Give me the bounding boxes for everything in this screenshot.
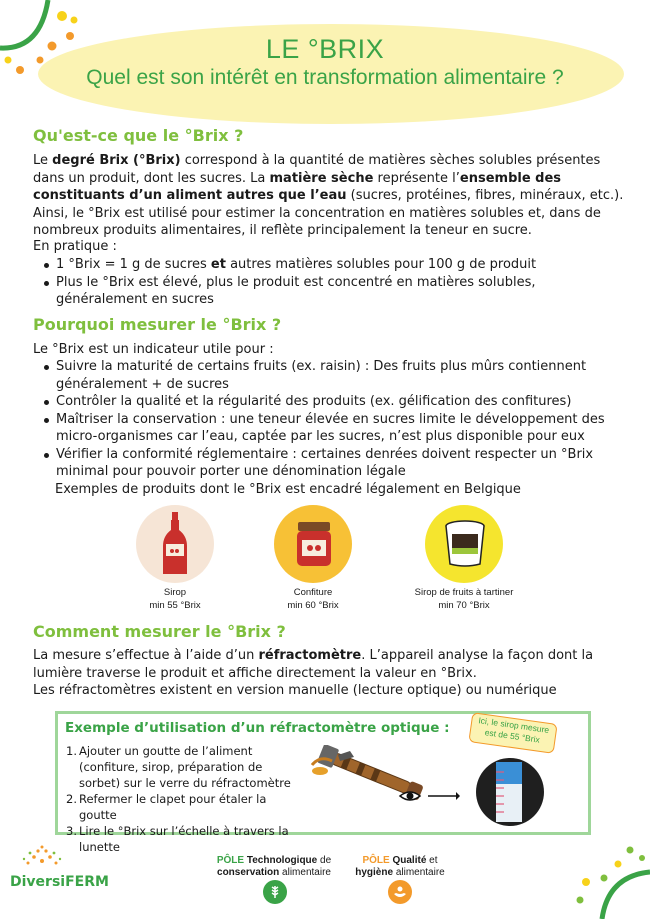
pole-qualite-label: PÔLE Qualité et hygiène alimentaire [355, 855, 445, 878]
why-list [42, 358, 627, 481]
list-item: 1 °Brix = 1 g de sucres et autres matières solubles pour 100 g de produit [42, 256, 627, 274]
list-item: 3. Lire le °Brix sur l’échelle à travers la lunette [66, 824, 289, 854]
list-item: Plus le °Brix est élevé, plus le produit est concentré en matières solubles, généralement en sucres [42, 274, 627, 309]
product-name: Sirop [163, 587, 187, 598]
section-heading-what: Qu'est-ce que le °Brix ? [33, 126, 244, 145]
diversiferm-logo-icon [20, 843, 64, 873]
section-heading-how: Comment mesurer le °Brix ? [33, 622, 286, 641]
why-intro: Le °Brix est un indicateur utile pour : [33, 342, 274, 357]
definition-paragraph: Le degré Brix (°Brix) correspond à la quantité de matières sèches solubles présentes dans un produit, dont les sucres. La matière sèche représente l’ensemble des constituants d’un aliment autres que l’eau (sucres, protéines, fibres, minéraux, etc.). Ainsi, le °Brix est utilisé pour estimer la concentration en matières solubles et, dans de nombreux produits alimentaires, il reflète principalement la teneur en sucre. [33, 153, 624, 238]
note-text: Ici, le sirop mesure est de 55 °Brix [477, 715, 550, 745]
product-caption-spread [394, 586, 534, 612]
jam-jar-icon [294, 520, 334, 568]
page-subtitle: Quel est son intérêt en transformation alimentaire ? [86, 66, 564, 89]
practice-label: En pratique : [33, 239, 117, 254]
examples-caption: Exemples de produits dont le °Brix est encadré légalement en Belgique [55, 482, 521, 497]
page-title: LE °BRIX [265, 34, 385, 64]
product-name: Confiture [293, 587, 333, 598]
pole-technologique-label: PÔLE Technologique de conservation alimentaire [216, 855, 332, 878]
product-caption-syrup [105, 586, 245, 612]
list-item: Contrôler la qualité et la régularité des produits (ex. gélification des confitures) [42, 393, 627, 411]
example-title: Exemple d’utilisation d’un réfractomètre optique : [65, 720, 450, 736]
brand-name: DiversiFERM [10, 874, 109, 890]
product-name: Sirop de fruits à tartiner [414, 587, 514, 598]
wheat-icon [263, 880, 287, 904]
list-item: 1. Ajouter un goutte de l’aliment (confiture, sirop, préparation de sorbet) sur le verre du réfractomètre [66, 744, 291, 790]
how-paragraph-2: Les réfractomètres existent en version manuelle (lecture optique) ou numérique [33, 683, 557, 698]
practice-list [42, 256, 627, 309]
hand-icon [388, 880, 412, 904]
product-brix: min 70 °Brix [438, 600, 490, 611]
product-brix: min 60 °Brix [287, 600, 339, 611]
spread-jar-icon [444, 520, 486, 568]
list-item: Suivre la maturité de certains fruits (ex. raisin) : Des fruits plus mûrs contiennent généralement + de sucres [42, 358, 627, 393]
steps-list [66, 743, 306, 855]
list-item: 2. Refermer le clapet pour étaler la goutte [66, 792, 267, 822]
refractometer-illustration [310, 745, 460, 805]
section-heading-why: Pourquoi mesurer le °Brix ? [33, 315, 282, 334]
product-caption-jam [243, 586, 383, 612]
bottom-right-decoration [560, 838, 650, 919]
how-paragraph: La mesure s’effectue à l’aide d’un réfractomètre. L’appareil analyse la façon dont la lumière traverse le produit et affiche directement la valeur en °Brix. [33, 648, 594, 681]
product-brix: min 55 °Brix [149, 600, 201, 611]
syrup-bottle-icon [160, 510, 190, 578]
list-item: Vérifier la conformité réglementaire : certaines denrées doivent respecter un °Brix minimal pour pouvoir porter une dénomination légale [42, 446, 627, 481]
list-item: Maîtriser la conservation : une teneur élevée en sucres limite le développement des micro-organismes car l’eau, captée par les sucres, n’est plus disponible pour eux [42, 411, 627, 446]
scale-view-illustration [466, 748, 554, 828]
